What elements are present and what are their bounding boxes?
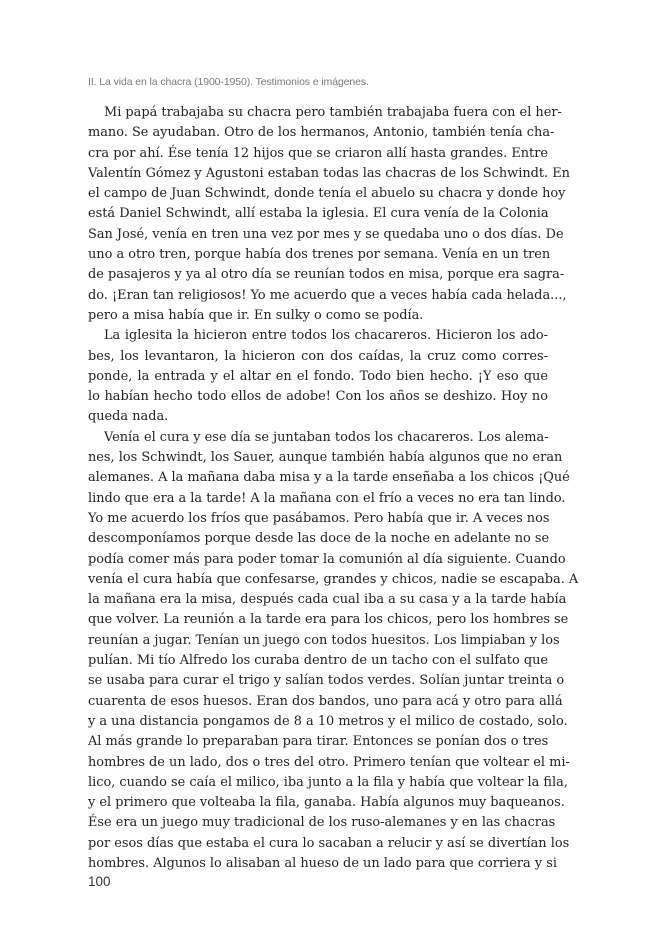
text-line: hombres de un lado, dos o tres del otro. Primero tenían que voltear el mi- [88, 754, 570, 770]
page-number: 100 [88, 874, 111, 889]
text-line: se usaba para curar el trigo y salían todos verdes. Solían juntar treinta o [88, 673, 565, 689]
text-line: que volver. La reunión a la tarde era para los chicos, pero los hombres se [88, 612, 569, 628]
text-line: Ése era un juego muy tradicional de los ruso-alemanes y en las chacras [88, 815, 556, 831]
text-line: mano. Se ayudaban. Otro de los hermanos, Antonio, también tenía cha- [88, 125, 555, 141]
text-line: cra por ahí. Ése tenía 12 hijos que se criaron allí hasta grandes. Entre [88, 145, 548, 161]
text-line: podía comer más para poder tomar la comunión al día siguiente. Cuando [88, 551, 566, 567]
paragraph [88, 428, 579, 875]
text-line: Valentín Gómez y Agustoni estaban todas las chacras de los Schwindt. En [88, 165, 570, 181]
text-line: Mi papá trabajaba su chacra pero también trabajaba fuera con el her- [104, 105, 562, 120]
text-line: lo habían hecho todo ellos de adobe! Con los años se deshizo. Hoy no [88, 389, 548, 405]
text-line: la mañana era la misa, después cada cual iba a su casa y a la tarde había [88, 592, 567, 608]
text-line: venía el cura había que confesarse, grandes y chicos, nadie se escapaba. A [88, 571, 579, 587]
text-line: do. ¡Eran tan religiosos! Yo me acuerdo que a veces había cada helada..., [88, 287, 567, 303]
text-line: lico, cuando se caía el milico, iba junto a la fila y había que voltear la fila, [88, 774, 568, 790]
text-line: descomponíamos porque desde las doce de la noche en adelante no se [88, 531, 550, 547]
text-line: bes, los levantaron, la hicieron con dos caídas, la cruz como corres- [88, 348, 548, 364]
text-line: y el primero que volteaba la fila, ganaba. Había algunos muy baqueanos. [88, 795, 565, 811]
text-line: Al más grande lo preparaban para tirar. Entonces se ponían dos o tres [88, 734, 549, 750]
text-line: uno a otro tren, porque había dos trenes por semana. Venía en un tren [88, 247, 551, 263]
text-line: pero a misa había que ir. En sulky o como se podía. [88, 307, 424, 323]
text-line: hombres. Algunos lo alisaban al hueso de un lado para que corriera y si [88, 855, 557, 871]
text-line: ponde, la entrada y el altar en el fondo. Todo bien hecho. ¡Y eso que [88, 368, 548, 384]
text-line: La iglesita la hicieron entre todos los chacareros. Hicieron los ado- [104, 328, 548, 344]
text-line: por esos días que estaba el cura lo sacaban a relucir y así se divertían los [88, 835, 570, 851]
text-line: San José, venía en tren una vez por mes y se quedaba uno o dos días. De [88, 226, 564, 242]
text-line: Venía el cura y ese día se juntaban todos los chacareros. Los alema- [104, 429, 549, 445]
text-line: reunían a jugar. Tenían un juego con todos huesitos. Los limpiaban y los [88, 632, 560, 648]
text-line: el campo de Juan Schwindt, donde tenía el abuelo su chacra y donde hoy [88, 186, 566, 202]
paragraph [88, 326, 548, 427]
text-line: alemanes. A la mañana daba misa y a la tarde enseñaba a los chicos ¡Qué [88, 470, 570, 486]
text-line: lindo que era a la tarde! A la mañana con el frío a veces no era tan lindo. [88, 490, 566, 506]
running-header: II. La vida en la chacra (1900-1950). Testimonios e imágenes. [88, 76, 369, 88]
text-line: y a una distancia pongamos de 8 a 10 metros y el milico de costado, solo. [88, 713, 568, 729]
paragraph [88, 103, 570, 326]
text-line: Yo me acuerdo los fríos que pasábamos. Pero había que ir. A veces nos [88, 510, 550, 526]
text-line: pulían. Mi tío Alfredo los curaba dentro de un tacho con el sulfato que [88, 653, 548, 669]
text-line: queda nada. [88, 409, 169, 425]
text-line: de pasajeros y ya al otro día se reunían todos en misa, porque era sagra- [88, 267, 565, 283]
text-line: nes, los Schwindt, los Sauer, aunque también había algunos que no eran [88, 450, 563, 466]
text-line: está Daniel Schwindt, allí estaba la iglesia. El cura venía de la Colonia [88, 206, 549, 222]
body-text [88, 103, 579, 874]
text-line: cuarenta de esos huesos. Eran dos bandos, uno para acá y otro para allá [88, 693, 563, 709]
